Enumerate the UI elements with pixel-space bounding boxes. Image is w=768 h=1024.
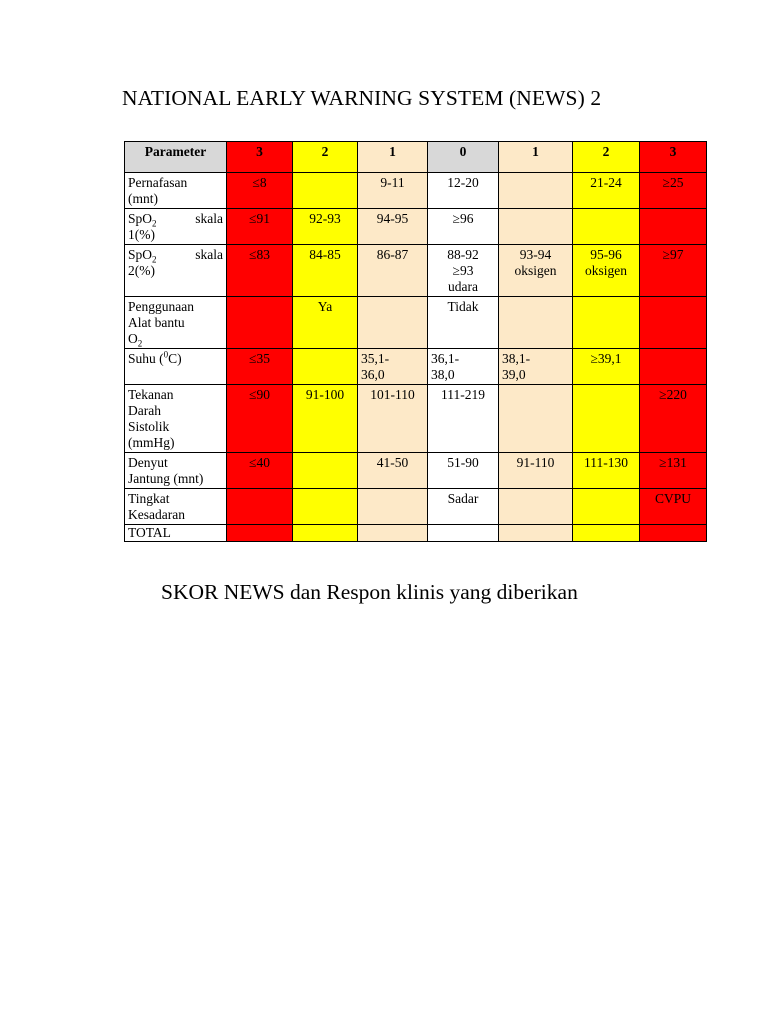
- row-label: [125, 245, 227, 297]
- table-row-total: [125, 525, 707, 542]
- label-line: (mmHg): [128, 435, 175, 450]
- cell-score-3-right: [640, 209, 707, 245]
- cell-score-3-left: [227, 525, 293, 542]
- cell-score-1-right: 91-110: [499, 453, 573, 489]
- cell-score-1-right: [499, 385, 573, 453]
- label-subscript: 2: [152, 218, 157, 229]
- cell-score-3-right: ≥25: [640, 173, 707, 209]
- cell-score-1-right: [499, 349, 573, 385]
- header-score-2-left: 2: [293, 142, 358, 173]
- news-score-table: [124, 141, 707, 542]
- cell-line: udara: [448, 279, 478, 294]
- cell-score-2-left: [293, 525, 358, 542]
- cell-score-3-left: ≤83: [227, 245, 293, 297]
- label-line: Darah: [128, 403, 161, 418]
- cell-score-2-right: [573, 525, 640, 542]
- cell-score-0: [428, 349, 499, 385]
- label-line: [128, 247, 223, 263]
- label-text: skala: [195, 247, 223, 262]
- header-score-2-right: 2: [573, 142, 640, 173]
- header-parameter: Parameter: [125, 142, 227, 173]
- cell-score-3-right: ≥131: [640, 453, 707, 489]
- cell-score-2-left: [293, 349, 358, 385]
- cell-score-2-left: [293, 173, 358, 209]
- label-superscript: 0: [163, 349, 169, 360]
- cell-score-3-left: ≤35: [227, 349, 293, 385]
- table-row-spo2-skala-1: [125, 209, 707, 245]
- cell-line: 36,0: [361, 367, 385, 382]
- label-line: Denyut: [128, 455, 168, 470]
- label-line: Tekanan: [128, 387, 174, 402]
- cell-score-2-left: 84-85: [293, 245, 358, 297]
- label-text: skala: [195, 211, 223, 226]
- section-subtitle: SKOR NEWS dan Respon klinis yang diberikan: [161, 580, 578, 604]
- cell-score-1-left: [358, 489, 428, 525]
- row-label: [125, 349, 227, 385]
- label-line: Pernafasan: [128, 175, 188, 190]
- cell-score-3-left: ≤91: [227, 209, 293, 245]
- label-line: 2(%): [128, 263, 155, 278]
- cell-score-3-right: [640, 297, 707, 349]
- row-label: [125, 297, 227, 349]
- row-label: TOTAL: [125, 525, 227, 542]
- table-row-kesadaran: [125, 489, 707, 525]
- cell-score-3-left: ≤90: [227, 385, 293, 453]
- label-subscript: 2: [152, 254, 157, 265]
- cell-score-1-left: [358, 349, 428, 385]
- page-title: NATIONAL EARLY WARNING SYSTEM (NEWS) 2: [122, 86, 602, 110]
- cell-score-2-right: 111-130: [573, 453, 640, 489]
- cell-score-2-right: [573, 297, 640, 349]
- cell-score-2-right: [573, 209, 640, 245]
- cell-line: 35,1-: [361, 351, 390, 366]
- label-subscript: 2: [137, 338, 143, 349]
- label-line: Jantung (mnt): [128, 471, 204, 486]
- header-score-3-right: 3: [640, 142, 707, 173]
- cell-score-1-right: [499, 489, 573, 525]
- table-row-tekanan-darah: [125, 385, 707, 453]
- cell-score-1-right: [499, 209, 573, 245]
- row-label: [125, 385, 227, 453]
- table-row-spo2-skala-2: [125, 245, 707, 297]
- cell-score-2-left: [293, 489, 358, 525]
- cell-score-1-right: [499, 525, 573, 542]
- cell-score-1-left: 94-95: [358, 209, 428, 245]
- header-score-1-right: 1: [499, 142, 573, 173]
- label-line: Penggunaan: [128, 299, 194, 314]
- cell-score-0: Tidak: [428, 297, 499, 349]
- cell-score-2-right: [573, 489, 640, 525]
- label-line: Kesadaran: [128, 507, 185, 522]
- cell-score-1-left: [358, 297, 428, 349]
- cell-score-0: ≥96: [428, 209, 499, 245]
- cell-score-3-right: ≥220: [640, 385, 707, 453]
- cell-score-2-right: ≥39,1: [573, 349, 640, 385]
- cell-score-0: Sadar: [428, 489, 499, 525]
- cell-line: oksigen: [585, 263, 627, 278]
- label-text: SpO: [128, 247, 153, 262]
- cell-score-0: 111-219: [428, 385, 499, 453]
- cell-line: ≥93: [452, 263, 474, 278]
- label-text: Suhu (: [128, 351, 164, 366]
- label-line: Sistolik: [128, 419, 170, 434]
- label-text: O: [128, 331, 138, 346]
- cell-score-1-left: 9-11: [358, 173, 428, 209]
- table-row-suhu: [125, 349, 707, 385]
- header-score-0: 0: [428, 142, 499, 173]
- label-line: (mnt): [128, 191, 158, 206]
- label-line: Alat bantu: [128, 315, 185, 330]
- cell-score-0: [428, 525, 499, 542]
- cell-score-3-left: [227, 489, 293, 525]
- cell-score-1-left: 41-50: [358, 453, 428, 489]
- cell-score-0: 51-90: [428, 453, 499, 489]
- label-line: 1(%): [128, 227, 155, 242]
- row-label: [125, 453, 227, 489]
- row-label: [125, 209, 227, 245]
- cell-line: 93-94: [519, 247, 552, 262]
- cell-score-3-right: [640, 349, 707, 385]
- label-text: C): [168, 351, 182, 366]
- cell-score-3-left: ≤8: [227, 173, 293, 209]
- cell-line: 38,0: [431, 367, 455, 382]
- label-line: [128, 211, 223, 227]
- header-score-3-left: 3: [227, 142, 293, 173]
- cell-line: 39,0: [502, 367, 526, 382]
- cell-score-3-right: CVPU: [640, 489, 707, 525]
- cell-score-3-right: ≥97: [640, 245, 707, 297]
- cell-score-1-right: [499, 173, 573, 209]
- cell-score-2-right: [573, 385, 640, 453]
- label-line: Tingkat: [128, 491, 170, 506]
- cell-score-2-left: 91-100: [293, 385, 358, 453]
- cell-score-2-left: Ya: [293, 297, 358, 349]
- table-row-respirasi: [125, 173, 707, 209]
- cell-score-2-right: [573, 245, 640, 297]
- cell-score-1-left: 86-87: [358, 245, 428, 297]
- cell-line: 88-92: [447, 247, 479, 262]
- cell-score-3-left: [227, 297, 293, 349]
- cell-score-1-left: 101-110: [358, 385, 428, 453]
- cell-score-2-left: 92-93: [293, 209, 358, 245]
- cell-line: 36,1-: [431, 351, 460, 366]
- cell-score-2-right: 21-24: [573, 173, 640, 209]
- table-row-denyut-jantung: [125, 453, 707, 489]
- cell-line: 95-96: [590, 247, 622, 262]
- cell-line: 38,1-: [502, 351, 531, 366]
- header-score-1-left: 1: [358, 142, 428, 173]
- table-header-row: [125, 142, 707, 173]
- cell-score-1-left: [358, 525, 428, 542]
- table-row-alat-bantu: [125, 297, 707, 349]
- label-line: [128, 331, 223, 347]
- row-label: [125, 173, 227, 209]
- cell-score-1-right: [499, 245, 573, 297]
- row-label: [125, 489, 227, 525]
- label-text: SpO: [128, 211, 153, 226]
- cell-score-0: [428, 245, 499, 297]
- cell-score-0: 12-20: [428, 173, 499, 209]
- cell-line: oksigen: [514, 263, 557, 278]
- cell-score-2-left: [293, 453, 358, 489]
- cell-score-1-right: [499, 297, 573, 349]
- cell-score-3-left: ≤40: [227, 453, 293, 489]
- cell-score-3-right: [640, 525, 707, 542]
